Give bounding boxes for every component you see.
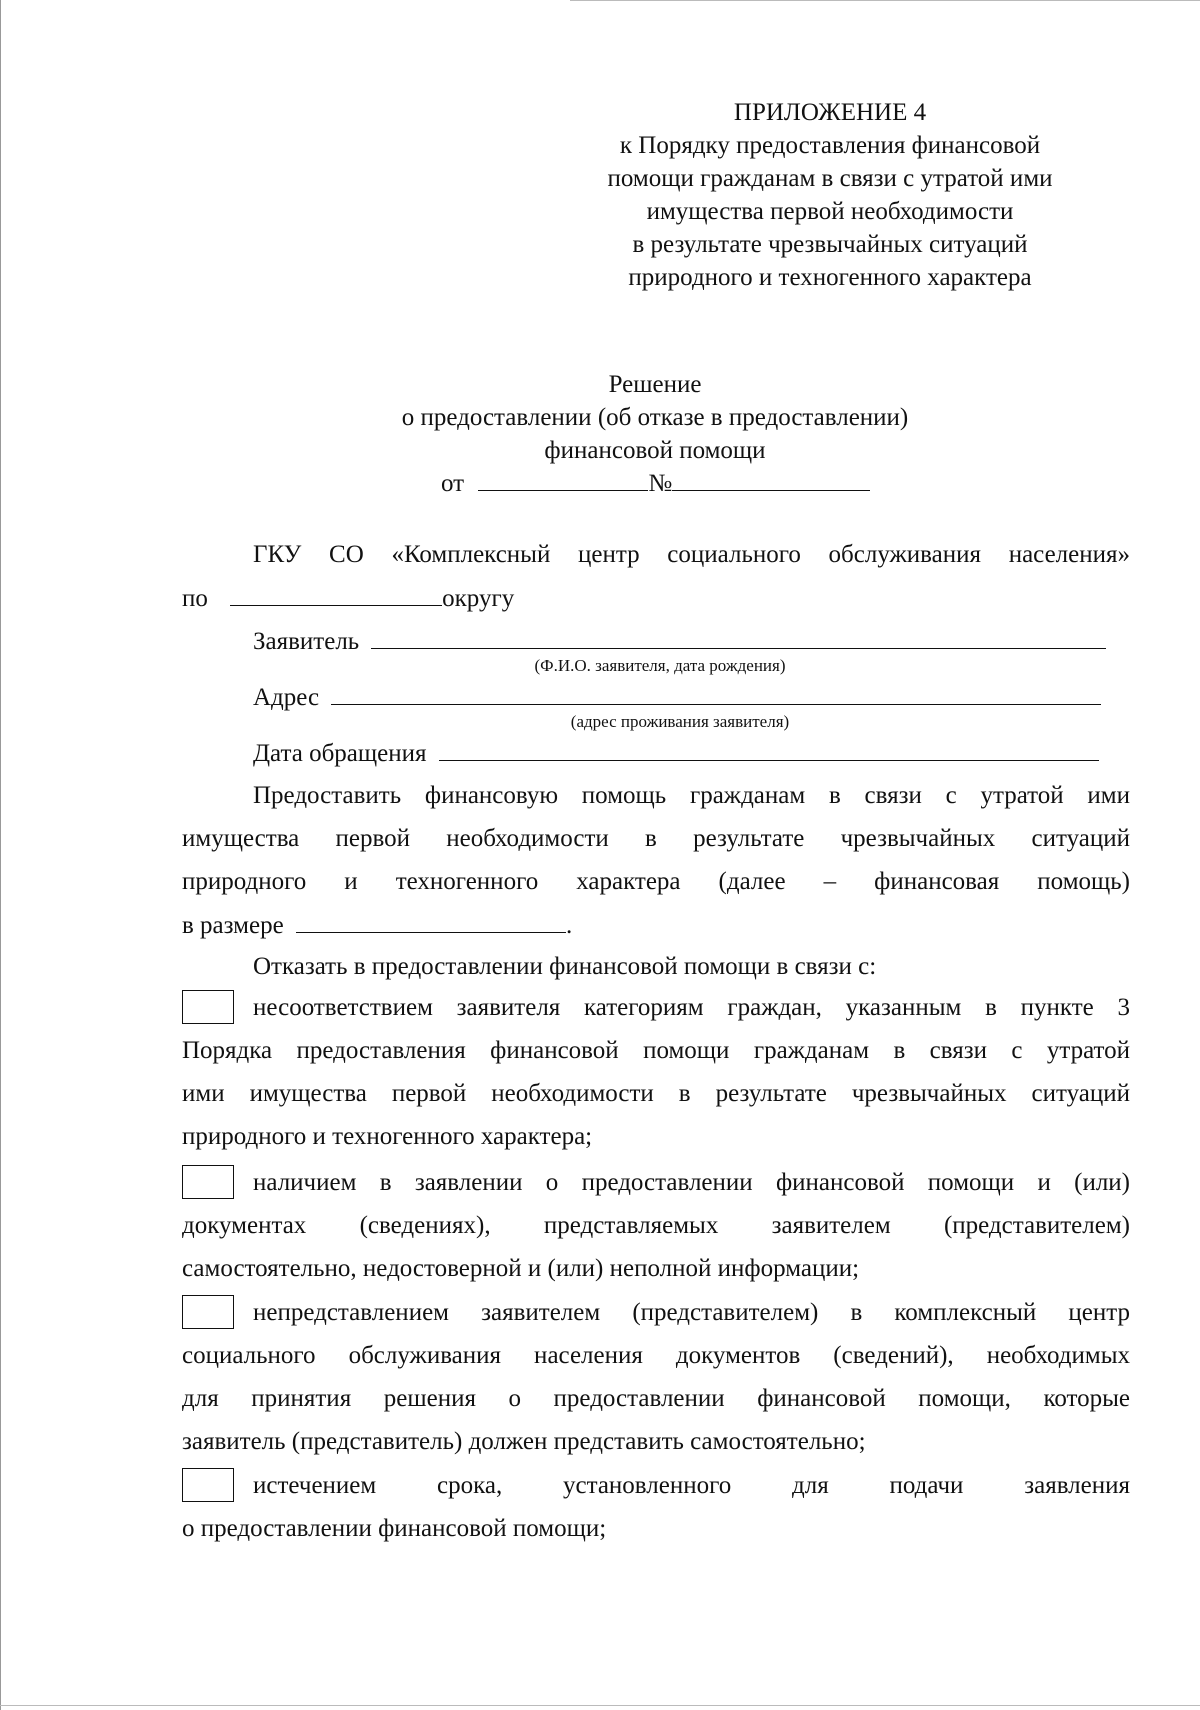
reason-text: о предоставлении финансовой помощи; xyxy=(182,1515,607,1542)
appendix-header xyxy=(570,96,1090,294)
reason-text: наличием в заявлении о предоставлении финансовой помощи и (или) xyxy=(253,1169,1130,1196)
reason-checkbox[interactable] xyxy=(182,990,234,1024)
date-label: Дата обращения xyxy=(253,740,427,767)
date-blank[interactable] xyxy=(478,466,648,491)
reason-checkbox[interactable] xyxy=(182,1295,234,1329)
applicant-row xyxy=(253,624,1106,658)
appendix-line: природного и техногенного характера xyxy=(628,264,1032,291)
reason-checkbox[interactable] xyxy=(182,1468,234,1502)
decision-subtitle: о предоставлении (об отказе в предоставлении) xyxy=(401,404,909,431)
reason-text: ими имущества первой необходимости в результате чрезвычайных ситуаций xyxy=(182,1080,1130,1107)
reason-text: истечением срока, установленного для подачи заявления xyxy=(253,1472,1130,1499)
appendix-line: помощи гражданам в связи с утратой ими xyxy=(607,165,1053,192)
reason-text: Порядка предоставления финансовой помощи гражданам в связи с утратой xyxy=(182,1037,1130,1064)
district-label: округу xyxy=(442,585,515,612)
reason-text: социального обслуживания населения документов (сведений), необходимых xyxy=(182,1342,1130,1369)
scan-edge-left xyxy=(0,0,1,1710)
address-label: Адрес xyxy=(253,684,320,711)
grant-line: имущества первой необходимости в результате чрезвычайных ситуаций xyxy=(182,825,1130,852)
number-label: № xyxy=(648,470,673,497)
number-blank[interactable] xyxy=(672,466,870,491)
scan-edge-bottom xyxy=(0,1705,1200,1706)
date-field[interactable] xyxy=(439,736,1099,761)
amount-row xyxy=(182,908,572,942)
decision-date-number-line xyxy=(441,466,870,500)
district-line xyxy=(182,581,514,615)
reason-checkbox[interactable] xyxy=(182,1165,234,1199)
by-label: по xyxy=(182,585,208,612)
decision-title-block xyxy=(235,368,1075,467)
from-label: от xyxy=(441,470,465,497)
reason-text: документах (сведениях), представляемых заявителем (представителем) xyxy=(182,1212,1130,1239)
appendix-line: к Порядку предоставления финансовой xyxy=(619,132,1041,159)
date-row xyxy=(253,736,1099,770)
appendix-line: имущества первой необходимости xyxy=(646,198,1014,225)
applicant-caption: (Ф.И.О. заявителя, дата рождения) xyxy=(534,656,786,675)
appendix-title: ПРИЛОЖЕНИЕ 4 xyxy=(733,99,927,126)
reason-text: непредставлением заявителем (представителем) в комплексный центр xyxy=(253,1299,1130,1326)
decision-subtitle: финансовой помощи xyxy=(544,437,766,464)
district-blank[interactable] xyxy=(230,581,442,606)
amount-label: в размере xyxy=(182,912,284,939)
refuse-intro: Отказать в предоставлении финансовой помощи в связи с: xyxy=(253,953,877,980)
grant-line: Предоставить финансовую помощь гражданам в связи с утратой ими xyxy=(253,782,1130,809)
reason-text: несоответствием заявителя категориям граждан, указанным в пункте 3 xyxy=(253,994,1130,1021)
reason-text: самостоятельно, недостоверной и (или) неполной информации; xyxy=(182,1255,860,1282)
amount-end: . xyxy=(565,912,573,939)
org-name: ГКУ СО «Комплексный центр социального обслуживания населения» xyxy=(253,541,1130,568)
applicant-label: Заявитель xyxy=(253,628,360,655)
appendix-line: в результате чрезвычайных ситуаций xyxy=(632,231,1028,258)
decision-title: Решение xyxy=(608,371,702,398)
applicant-field[interactable] xyxy=(371,624,1106,649)
address-row xyxy=(253,680,1101,714)
address-caption: (адрес проживания заявителя) xyxy=(570,712,790,731)
grant-line: природного и техногенного характера (далее – финансовая помощь) xyxy=(182,868,1130,895)
reason-text: заявитель (представитель) должен представить самостоятельно; xyxy=(182,1428,866,1455)
reason-text: для принятия решения о предоставлении финансовой помощи, которые xyxy=(182,1385,1130,1412)
amount-field[interactable] xyxy=(296,908,566,933)
scan-edge-top xyxy=(570,0,1200,1)
reason-text: природного и техногенного характера; xyxy=(182,1123,593,1150)
address-field[interactable] xyxy=(331,680,1101,705)
